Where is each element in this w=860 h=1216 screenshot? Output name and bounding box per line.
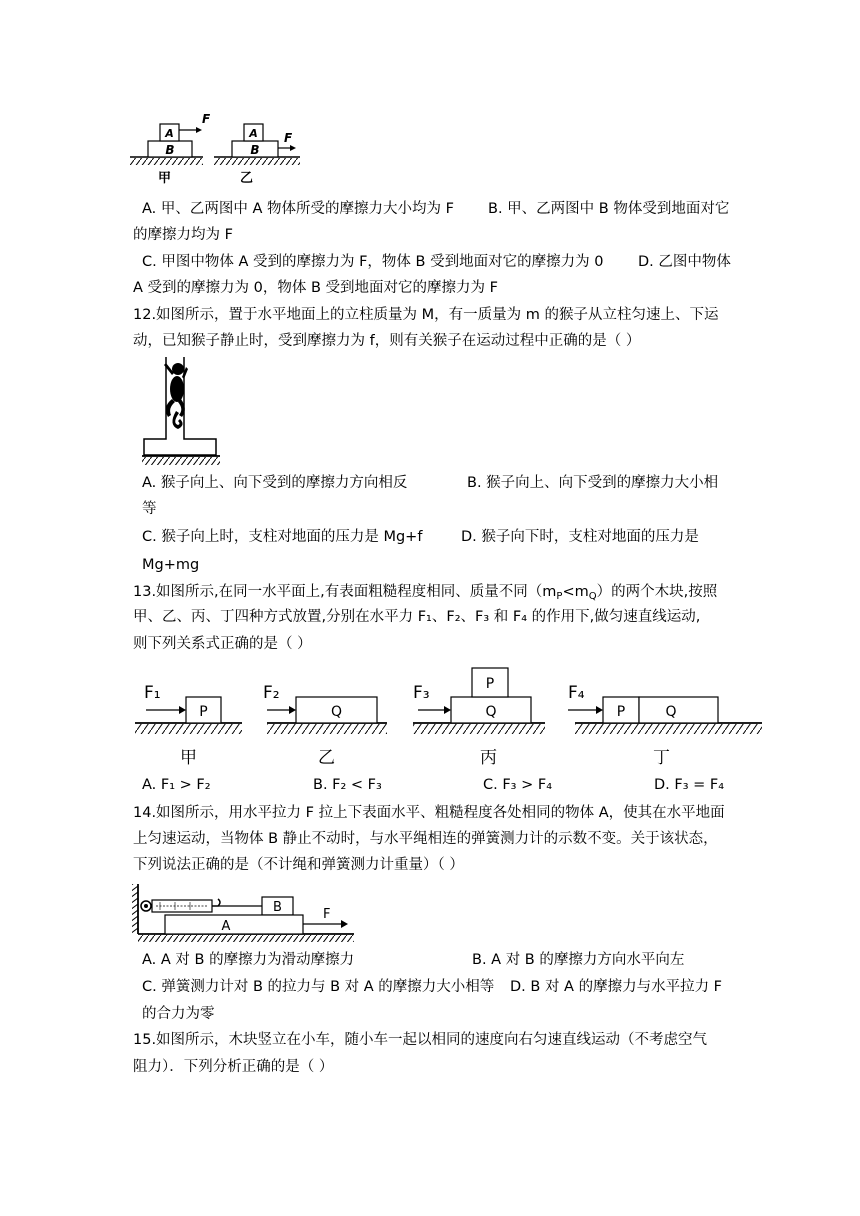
caption-bing: 丙 [480, 748, 497, 768]
q14-option-d-cont: 的合力为零 [142, 1006, 215, 1022]
spring-scale-icon [141, 899, 220, 912]
q14-option-b[interactable]: B. A 对 B 的摩擦力方向水平向左 [472, 952, 685, 968]
q13-stem-line-3: 则下列关系式正确的是（ ） [133, 636, 312, 652]
q11-option-a[interactable]: A. 甲、乙两图中 A 物体所受的摩擦力大小均为 F [142, 201, 454, 217]
q12-option-a[interactable]: A. 猴子向上、向下受到的摩擦力方向相反 [142, 475, 408, 491]
q14-stem-line-1: 14.如图所示，用水平拉力 F 拉上下表面水平、粗糙程度各处相同的物体 A，使其在水平地面 [133, 805, 725, 821]
q11-option-b-cont: 的摩擦力均为 F [133, 227, 233, 243]
q12-option-c[interactable]: C. 猴子向上时，支柱对地面的压力是 Mg+f [142, 529, 423, 545]
label-F: F [323, 907, 331, 922]
block-A [165, 915, 303, 934]
svg-text:P: P [616, 704, 626, 720]
q14-stem-line-3: 下列说法正确的是（不计绳和弹簧测力计重量）（ ） [133, 857, 464, 873]
q12-option-b-cont: 等 [142, 501, 157, 517]
label-F: F [202, 112, 211, 126]
q14-option-c[interactable]: C. 弹簧测力计对 B 的拉力与 B 对 A 的摩擦力大小相等 [142, 979, 495, 995]
q11-option-d-cont: A 受到的摩擦力为 0，物体 B 受到地面对它的摩擦力为 F [133, 280, 498, 296]
q14-option-a[interactable]: A. A 对 B 的摩擦力为滑动摩擦力 [142, 952, 355, 968]
label-F3: F₃ [413, 683, 430, 703]
q13-stem-line-1: 13.如图所示,在同一水平面上,有表面粗糙程度相同、质量不同$(m_P<m_Q)$的两个木块,按照 [133, 584, 718, 602]
svg-text:Q: Q [330, 704, 343, 720]
svg-text:P: P [199, 704, 208, 720]
q14-option-d[interactable]: D. B 对 A 的摩擦力与水平拉力 F [510, 979, 723, 995]
svg-text:A: A [221, 919, 231, 934]
q13-figure [130, 660, 770, 770]
caption-ding: 丁 [653, 748, 670, 768]
q12-option-b[interactable]: B. 猴子向上、向下受到的摩擦力大小相 [467, 475, 719, 491]
q13-option-a[interactable]: A. F₁ > F₂ [142, 777, 211, 793]
label-B: B [250, 143, 260, 157]
q15-stem-line-2: 阻力）．下列分析正确的是（ ） [133, 1059, 334, 1075]
label-A: A [249, 127, 258, 140]
block-Q [639, 697, 718, 723]
q11-diagram-yi [214, 124, 300, 186]
q11-option-c[interactable]: C. 甲图中物体 A 受到的摩擦力为 F，物体 B 受到地面对它的摩擦力为 0 [142, 254, 604, 270]
q12-stem-line-1: 12.如图所示，置于水平地面上的立柱质量为 M，有一质量为 m 的猴子从立柱匀速上、下运 [133, 307, 719, 323]
q14-figure [130, 880, 360, 944]
q13-diagram-yi [263, 683, 387, 768]
label-B: B [165, 143, 175, 157]
q13-diagram-jia [135, 683, 242, 768]
label-F: F [284, 131, 293, 145]
q13-option-c[interactable]: C. F₃ > F₄ [483, 777, 553, 793]
q15-stem-line-1: 15.如图所示，木块竖立在小车，随小车一起以相同的速度向右匀速直线运动（不考虑空气 [133, 1032, 708, 1048]
caption-jia: 甲 [158, 171, 172, 186]
label-F2: F₂ [263, 683, 280, 703]
q12-figure-monkey-pole [138, 355, 228, 467]
q14-stem-line-2: 上匀速运动，当物体 B 静止不动时，与水平绳相连的弹簧测力计的示数不变。关于该状态， [133, 831, 718, 847]
q11-option-b[interactable]: B. 甲、乙两图中 B 物体受到地面对它 [488, 201, 730, 217]
svg-text:B: B [273, 900, 282, 915]
q11-option-d[interactable]: D. 乙图中物体 [638, 254, 731, 270]
q12-stem-line-2: 动，已知猴子静止时，受到摩擦力为 f，则有关猴子在运动过程中正确的是（ ） [133, 333, 641, 349]
q11-figure [128, 112, 308, 187]
label-F1: F₁ [144, 683, 161, 703]
q13-diagram-bing [413, 668, 545, 768]
q13-stem-line-2: 甲、乙、丙、丁四种方式放置,分别在水平力 F₁、F₂、F₃ 和 F₄ 的作用下,做匀速直线运动, [133, 609, 701, 625]
caption-jia: 甲 [180, 748, 197, 768]
q11-diagram-jia [130, 112, 211, 186]
label-A: A [165, 127, 174, 140]
caption-yi: 乙 [240, 171, 254, 186]
q13-diagram-ding [568, 683, 762, 768]
svg-text:Q: Q [665, 704, 677, 720]
q12-option-d-cont: Mg+mg [142, 557, 200, 573]
q13-option-b[interactable]: B. F₂ < F₃ [313, 777, 382, 793]
label-F4: F₄ [568, 683, 585, 703]
q12-option-d[interactable]: D. 猴子向下时，支柱对地面的压力是 [461, 529, 699, 545]
svg-text:Q: Q [485, 704, 497, 720]
caption-yi: 乙 [318, 748, 335, 768]
q13-option-d[interactable]: D. F₃ = F₄ [654, 777, 725, 793]
svg-text:P: P [485, 676, 495, 692]
